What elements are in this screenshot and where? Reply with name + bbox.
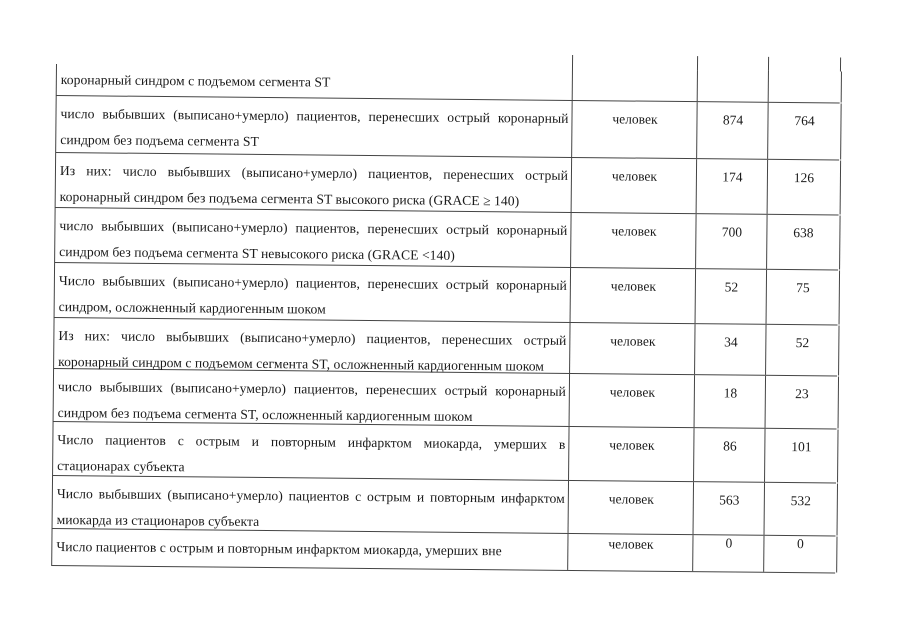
table-row	[51, 529, 835, 574]
value-cell-2	[765, 376, 839, 429]
table-row	[52, 476, 836, 537]
row-value-1: 18	[723, 385, 738, 401]
row-unit: человек	[612, 111, 658, 127]
value-cell-1	[695, 214, 768, 269]
row-value-1: 174	[722, 169, 743, 185]
row-description: Число пациентов с острым и повторным инфарктом миокарда, умерших вне	[56, 539, 502, 559]
row-value-2: 126	[793, 170, 815, 186]
table-row	[53, 369, 837, 430]
row-value-2	[769, 81, 841, 82]
unit-cell	[572, 69, 698, 101]
value-cell-2	[767, 103, 842, 160]
table-row	[52, 422, 836, 484]
description-cell	[54, 208, 571, 267]
value-cell-1	[696, 102, 769, 159]
value-cell-1	[693, 482, 765, 535]
row-unit: человек	[609, 437, 655, 453]
row-value-2: 638	[793, 225, 814, 241]
row-value-2: 23	[795, 386, 809, 402]
row-unit	[573, 79, 698, 80]
value-cell-1	[697, 70, 769, 102]
row-value-2: 75	[796, 280, 810, 296]
table-row	[54, 208, 838, 271]
row-value-1: 0	[725, 535, 733, 551]
row-description: число выбывших (выписано+умерло) пациентов, перенесших острый коронарный синдром без подъема сегмента ST невысокого риска (GRACE <140)	[59, 218, 568, 263]
row-value-1: 563	[719, 492, 740, 508]
table-row	[53, 318, 837, 377]
row-description: коронарный синдром с подъемом сегмента ST	[60, 72, 331, 90]
value-cell-2	[767, 160, 842, 215]
description-cell	[55, 153, 572, 212]
unit-cell	[568, 427, 695, 481]
value-cell-1	[696, 159, 769, 214]
row-unit: человек	[611, 223, 657, 239]
statistics-table	[51, 64, 840, 574]
row-description: Число выбывших (выписано+умерло) пациентов, перенесших острый коронарный синдром, осложненный кардиогенным шоком	[58, 273, 567, 317]
row-unit: человек	[608, 491, 654, 507]
unit-cell	[569, 323, 695, 374]
unit-cell	[571, 101, 698, 158]
row-description: число выбывших (выписано+умерло) пациентов, перенесших острый коронарный синдром без подъема сегмента ST	[60, 106, 569, 149]
row-unit: человек	[610, 333, 656, 349]
row-value-1: 52	[724, 279, 739, 295]
row-value-1: 874	[722, 112, 744, 128]
unit-cell	[568, 481, 694, 534]
value-cell-1	[692, 535, 764, 572]
table-row	[55, 96, 840, 161]
table-row	[55, 153, 839, 216]
value-cell-2	[764, 483, 838, 536]
row-unit: человек	[611, 168, 658, 184]
row-unit: человек	[610, 278, 657, 294]
unit-cell	[571, 158, 698, 213]
description-cell	[51, 529, 568, 570]
value-cell-2	[763, 536, 837, 573]
description-cell	[52, 476, 569, 533]
row-value-2: 0	[796, 536, 804, 552]
unit-cell	[570, 268, 697, 323]
row-description: Из них: число выбывших (выписано+умерло) пациентов, перенесших острый коронарный синдром без подъема сегмента ST высокого риска (GRACE ≥ 140)	[59, 163, 569, 209]
row-unit: человек	[608, 536, 654, 552]
value-cell-1	[694, 375, 766, 428]
row-description: Число выбывших (выписано+умерло) пациентов с острым и повторным инфарктом миокарда из стационаров субъекта	[56, 486, 565, 529]
unit-cell	[570, 213, 697, 268]
value-cell-2	[766, 270, 841, 325]
value-cell-1	[695, 269, 768, 324]
row-value-1: 86	[723, 438, 737, 454]
table-row	[54, 263, 838, 326]
row-value-2: 532	[790, 493, 812, 509]
row-value-2: 101	[791, 439, 812, 455]
description-cell	[53, 369, 570, 426]
row-description: число выбывших (выписано+умерло) пациентов, перенесших острый коронарный синдром без подъема сегмента ST, осложненный кардиогенным шоком	[57, 379, 566, 425]
value-cell-2	[766, 215, 841, 270]
unit-cell	[569, 374, 695, 427]
row-value-1	[698, 80, 769, 81]
row-value-1: 700	[721, 224, 743, 240]
value-cell-1	[694, 324, 766, 375]
description-cell	[54, 263, 571, 322]
row-value-1: 34	[724, 334, 738, 350]
row-description: Число пациентов с острым и повторным инфарктом миокарда, умерших в стационарах субъекта	[57, 432, 566, 475]
value-cell-2	[764, 429, 839, 483]
row-unit: человек	[609, 384, 656, 400]
row-description: Из них: число выбывших (выписано+умерло) пациентов, перенесших острый коронарный синдром с подъемом сегмента ST, осложненный кардиогенным шоком	[58, 328, 567, 374]
value-cell-2	[768, 71, 842, 103]
description-cell	[56, 64, 573, 100]
unit-cell	[567, 534, 693, 571]
value-cell-2	[765, 325, 839, 376]
value-cell-1	[693, 428, 766, 482]
row-value-2: 52	[795, 335, 810, 351]
row-value-2: 764	[794, 113, 815, 129]
description-cell	[52, 422, 569, 480]
description-cell	[53, 318, 570, 373]
description-cell	[55, 96, 573, 157]
